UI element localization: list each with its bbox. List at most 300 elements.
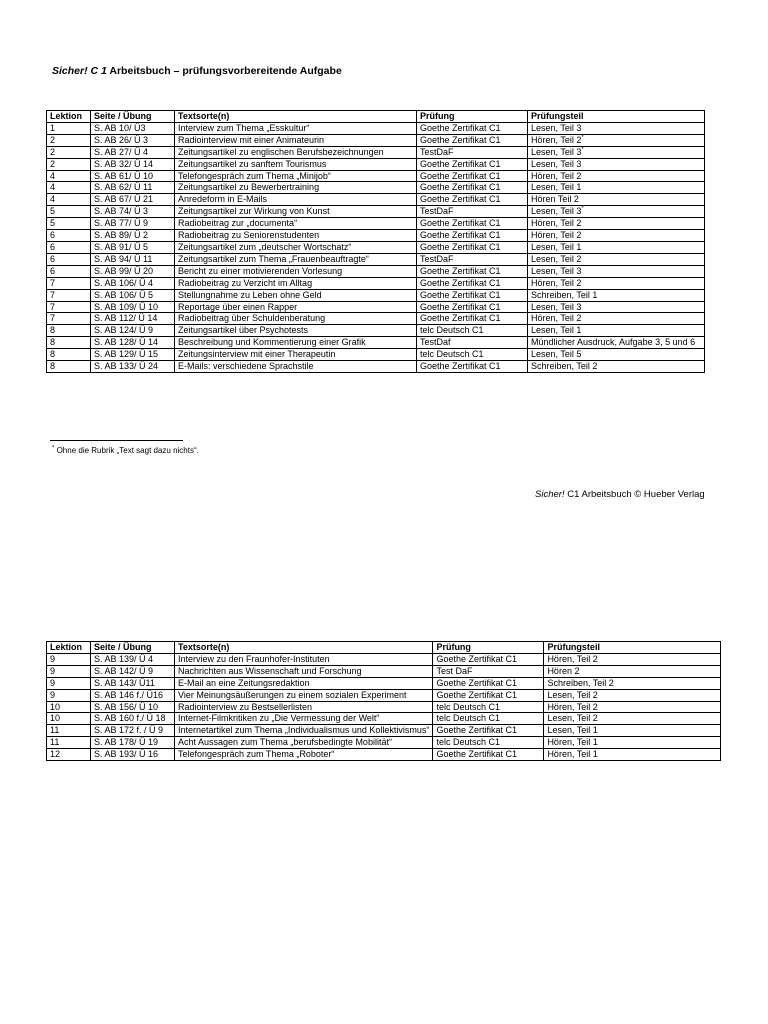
cell-seite-uebung: [91, 265, 175, 277]
cell-lektion-text: 7: [50, 277, 56, 288]
cell-lektion-text: 2: [50, 158, 56, 169]
cell-seite-uebung-text: S. AB 142/ Ü 9: [94, 665, 154, 676]
cell-pruefung: [417, 146, 528, 158]
credit-book-name: Sicher!: [535, 489, 565, 500]
cell-lektion: [47, 253, 91, 265]
cell-textsorte-text: Radiobeitrag zu Verzicht im Alltag: [178, 277, 313, 288]
cell-lektion-text: 10: [50, 713, 61, 724]
cell-pruefung: [433, 737, 544, 749]
cell-seite-uebung: [91, 206, 175, 218]
cell-textsorte: [175, 122, 417, 134]
cell-pruefung-text: Goethe Zertifikat C1: [420, 277, 501, 288]
cell-lektion-text: 4: [50, 182, 56, 193]
cell-textsorte: [175, 653, 433, 665]
cell-seite-uebung: [91, 665, 175, 677]
cell-textsorte-text: Interview zu den Fraunhofer-Instituten: [178, 653, 330, 664]
cell-lektion: [47, 146, 91, 158]
cell-lektion: [47, 737, 91, 749]
cell-textsorte: [175, 337, 417, 349]
cell-pruefung: [417, 361, 528, 373]
cell-pruefungsteil-text: Schreiben, Teil 2: [531, 361, 598, 372]
cell-textsorte-text: Stellungnahme zu Leben ohne Geld: [178, 289, 322, 300]
cell-seite-uebung: [91, 158, 175, 170]
cell-pruefung: [417, 158, 528, 170]
cell-seite-uebung-text: S. AB 94/ Ü 11: [94, 253, 153, 264]
cell-lektion-text: 8: [50, 361, 56, 372]
cell-seite-uebung: [91, 737, 175, 749]
header-textsorte: Textsorte(n): [175, 111, 417, 123]
cell-lektion: [47, 749, 91, 761]
cell-lektion-text: 8: [50, 337, 56, 348]
cell-seite-uebung-text: S. AB 128/ Ü 14: [94, 337, 159, 348]
cell-pruefung-text: Goethe Zertifikat C1: [436, 653, 517, 664]
cell-lektion: [47, 725, 91, 737]
cell-seite-uebung-text: S. AB 10/ Ü3: [94, 122, 146, 133]
cell-seite-uebung: [91, 241, 175, 253]
cell-pruefungsteil-text: Hören, Teil 2: [531, 277, 582, 288]
cell-pruefung-text: TestDaF: [420, 206, 454, 217]
cell-textsorte: [175, 158, 417, 170]
cell-lektion-text: 9: [50, 677, 56, 688]
cell-pruefung: [417, 277, 528, 289]
cell-textsorte: [175, 170, 417, 182]
cell-pruefung: [417, 218, 528, 230]
cell-pruefungsteil-text: Lesen, Teil 3: [531, 158, 582, 169]
cell-pruefung: [417, 253, 528, 265]
cell-seite-uebung-text: S. AB 146 f./ Ü16: [94, 689, 164, 700]
cell-textsorte-text: Zeitungsartikel zur Wirkung von Kunst: [178, 206, 330, 217]
cell-pruefungsteil: [544, 737, 721, 749]
cell-seite-uebung: [91, 725, 175, 737]
cell-textsorte-text: E-Mails: verschiedene Sprachstile: [178, 361, 314, 372]
cell-seite-uebung-text: S. AB 133/ Ü 24: [94, 361, 159, 372]
cell-lektion: [47, 170, 91, 182]
cell-pruefungsteil: [528, 361, 705, 373]
cell-lektion-text: 1: [50, 122, 56, 133]
cell-pruefungsteil-text: Hören, Teil 2: [531, 230, 582, 241]
cell-pruefungsteil: [528, 146, 705, 158]
table-row: [47, 749, 721, 761]
cell-pruefungsteil-text: Lesen, Teil 3: [531, 206, 582, 217]
table-row: [47, 725, 721, 737]
cell-seite-uebung: [91, 749, 175, 761]
cell-lektion: [47, 713, 91, 725]
cell-seite-uebung: [91, 146, 175, 158]
footnote-text: Ohne die Rubrik „Text sagt dazu nichts“.: [56, 446, 199, 455]
cell-seite-uebung: [91, 349, 175, 361]
cell-pruefungsteil: [528, 241, 705, 253]
cell-pruefungsteil: [528, 265, 705, 277]
table-row: [47, 194, 705, 206]
cell-textsorte-text: Radiobeitrag über Schuldenberatung: [178, 313, 326, 324]
cell-seite-uebung-text: S. AB 106/ Ü 5: [94, 289, 154, 300]
table-row: [47, 653, 721, 665]
header-textsorte: Textsorte(n): [175, 642, 433, 654]
cell-pruefungsteil-text: Lesen, Teil 3: [531, 146, 582, 157]
cell-seite-uebung-text: S. AB 106/ Ü 4: [94, 277, 154, 288]
cell-textsorte: [175, 701, 433, 713]
publisher-credit: [535, 489, 705, 500]
table-row: [47, 170, 705, 182]
cell-textsorte: [175, 265, 417, 277]
table-row: [47, 301, 705, 313]
cell-pruefungsteil: [528, 289, 705, 301]
cell-seite-uebung-text: S. AB 91/ Ü 5: [94, 241, 149, 252]
cell-pruefung: [417, 313, 528, 325]
cell-lektion-text: 7: [50, 289, 56, 300]
credit-text: C1 Arbeitsbuch © Hueber Verlag: [567, 489, 705, 500]
cell-pruefung-text: Goethe Zertifikat C1: [420, 361, 501, 372]
cell-textsorte: [175, 230, 417, 242]
cell-pruefung-text: Goethe Zertifikat C1: [420, 122, 501, 133]
cell-seite-uebung-text: S. AB 27/ Ü 4: [94, 146, 149, 157]
cell-seite-uebung: [91, 677, 175, 689]
cell-textsorte: [175, 301, 417, 313]
cell-textsorte-text: Radiointerview zu Bestsellerlisten: [178, 701, 313, 712]
cell-pruefung: [433, 653, 544, 665]
cell-textsorte: [175, 241, 417, 253]
cell-seite-uebung: [91, 325, 175, 337]
cell-seite-uebung-text: S. AB 109/ Ü 10: [94, 301, 159, 312]
cell-pruefungsteil: [528, 325, 705, 337]
table-row: [47, 241, 705, 253]
cell-lektion: [47, 194, 91, 206]
cell-pruefung-text: Goethe Zertifikat C1: [420, 158, 501, 169]
cell-pruefungsteil-text: Lesen, Teil 3: [531, 301, 582, 312]
cell-pruefungsteil-text: Lesen, Teil 1: [547, 725, 598, 736]
cell-pruefung-text: Goethe Zertifikat C1: [436, 689, 517, 700]
cell-pruefungsteil: [528, 349, 705, 361]
cell-seite-uebung: [91, 689, 175, 701]
cell-seite-uebung-text: S. AB 143/ Ü11: [94, 677, 155, 688]
cell-pruefung: [433, 749, 544, 761]
cell-textsorte: [175, 194, 417, 206]
cell-pruefungsteil: [544, 677, 721, 689]
table-row: [47, 689, 721, 701]
cell-lektion: [47, 265, 91, 277]
cell-textsorte: [175, 737, 433, 749]
cell-textsorte-text: Radiobeitrag zur „documenta“: [178, 218, 298, 229]
cell-pruefungsteil-text: Lesen, Teil 1: [531, 241, 582, 252]
cell-textsorte-text: Beschreibung und Kommentierung einer Grafik: [178, 337, 366, 348]
cell-seite-uebung: [91, 713, 175, 725]
footnote-mark: *: [52, 445, 55, 452]
table-row: [47, 349, 705, 361]
cell-seite-uebung-text: S. AB 74/ Ü 3: [94, 206, 149, 217]
cell-seite-uebung-text: S. AB 193/ Ü 16: [94, 749, 159, 760]
exam-task-table-2: [46, 641, 721, 761]
cell-pruefungsteil-text: Schreiben, Teil 2: [547, 677, 614, 688]
cell-pruefung-text: Test DaF: [436, 665, 473, 676]
cell-lektion: [47, 653, 91, 665]
cell-seite-uebung: [91, 194, 175, 206]
cell-lektion: [47, 665, 91, 677]
cell-textsorte-text: Zeitungsartikel zum „deutscher Wortschatz“: [178, 241, 352, 252]
cell-textsorte-text: Acht Aussagen zum Thema „berufsbedingte Mobilität“: [178, 737, 392, 748]
cell-lektion: [47, 277, 91, 289]
cell-lektion: [47, 158, 91, 170]
cell-pruefungsteil: [528, 313, 705, 325]
cell-lektion-text: 12: [50, 749, 61, 760]
cell-pruefungsteil-text: Hören, Teil 2: [531, 170, 582, 181]
title-book-name: Sicher! C 1: [52, 65, 107, 77]
cell-pruefung-text: Goethe Zertifikat C1: [436, 749, 517, 760]
cell-textsorte: [175, 206, 417, 218]
cell-pruefungsteil-text: Lesen, Teil 3: [531, 265, 582, 276]
footnote-mark: *: [581, 134, 584, 141]
cell-pruefung: [417, 289, 528, 301]
cell-seite-uebung: [91, 289, 175, 301]
cell-textsorte: [175, 134, 417, 146]
cell-pruefungsteil: [528, 122, 705, 134]
table-body: [47, 122, 705, 372]
cell-textsorte-text: Internet-Filmkritiken zu „Die Vermessung der Welt“: [178, 713, 380, 724]
cell-lektion: [47, 677, 91, 689]
cell-seite-uebung: [91, 218, 175, 230]
cell-lektion-text: 9: [50, 665, 56, 676]
table-row: [47, 277, 705, 289]
cell-pruefung-text: telc Deutsch C1: [420, 349, 484, 360]
cell-seite-uebung-text: S. AB 112/ Ü 14: [94, 313, 158, 324]
cell-lektion: [47, 230, 91, 242]
cell-pruefungsteil: [528, 158, 705, 170]
cell-seite-uebung-text: S. AB 178/ Ü 19: [94, 737, 159, 748]
table-row: [47, 146, 705, 158]
cell-pruefung-text: TestDaf: [420, 337, 451, 348]
cell-pruefung: [417, 337, 528, 349]
table-row: [47, 337, 705, 349]
cell-pruefungsteil-text: Lesen, Teil 2: [531, 253, 582, 264]
cell-seite-uebung-text: S. AB 139/ Ü 4: [94, 653, 154, 664]
cell-seite-uebung: [91, 230, 175, 242]
title-subtitle: Arbeitsbuch – prüfungsvorbereitende Aufgabe: [109, 65, 342, 77]
cell-pruefung: [417, 122, 528, 134]
table-row: [47, 289, 705, 301]
table-row: [47, 313, 705, 325]
cell-lektion-text: 6: [50, 265, 56, 276]
cell-lektion: [47, 241, 91, 253]
cell-seite-uebung-text: S. AB 89/ Ü 2: [94, 230, 149, 241]
cell-pruefung: [417, 134, 528, 146]
cell-textsorte: [175, 253, 417, 265]
cell-pruefung: [417, 325, 528, 337]
cell-pruefung-text: TestDaF: [420, 146, 454, 157]
cell-pruefungsteil: [528, 230, 705, 242]
cell-textsorte: [175, 677, 433, 689]
cell-pruefung: [417, 182, 528, 194]
cell-textsorte-text: Zeitungsartikel zu englischen Berufsbezeichnungen: [178, 146, 384, 157]
header-pruefung: Prüfung: [433, 642, 544, 654]
cell-lektion-text: 5: [50, 218, 56, 229]
cell-pruefungsteil: [528, 337, 705, 349]
cell-textsorte: [175, 713, 433, 725]
cell-textsorte: [175, 182, 417, 194]
cell-seite-uebung: [91, 134, 175, 146]
cell-seite-uebung: [91, 361, 175, 373]
cell-seite-uebung: [91, 337, 175, 349]
table-row: [47, 182, 705, 194]
table-row: [47, 230, 705, 242]
cell-pruefungsteil-text: Hören, Teil 2: [547, 653, 598, 664]
table-header-row: [47, 111, 705, 123]
cell-lektion-text: 4: [50, 170, 56, 181]
cell-seite-uebung: [91, 182, 175, 194]
cell-pruefung-text: Goethe Zertifikat C1: [420, 134, 501, 145]
cell-textsorte-text: Zeitungsartikel zum Thema „Frauenbeauftragte“: [178, 253, 369, 264]
cell-pruefungsteil: [544, 665, 721, 677]
cell-pruefung: [417, 230, 528, 242]
table-row: [47, 713, 721, 725]
cell-pruefung: [417, 241, 528, 253]
cell-pruefungsteil-text: Lesen, Teil 1: [531, 182, 582, 193]
cell-lektion: [47, 313, 91, 325]
cell-lektion-text: 6: [50, 241, 56, 252]
header-pruefungsteil: Prüfungsteil: [544, 642, 721, 654]
cell-seite-uebung-text: S. AB 124/ Ü 9: [94, 325, 154, 336]
cell-pruefung: [433, 725, 544, 737]
table-row: [47, 265, 705, 277]
cell-textsorte: [175, 218, 417, 230]
cell-pruefungsteil-text: Lesen, Teil 5: [531, 349, 582, 360]
cell-textsorte: [175, 289, 417, 301]
cell-pruefung-text: telc Deutsch C1: [420, 325, 484, 336]
cell-pruefung-text: telc Deutsch C1: [436, 737, 500, 748]
footnote-mark: *: [581, 146, 584, 153]
cell-textsorte: [175, 689, 433, 701]
cell-pruefungsteil-text: Hören, Teil 1: [547, 737, 598, 748]
cell-seite-uebung: [91, 277, 175, 289]
cell-pruefungsteil-text: Lesen, Teil 2: [547, 689, 598, 700]
cell-textsorte-text: Telefongespräch zum Thema „Roboter“: [178, 749, 335, 760]
cell-seite-uebung-text: S. AB 160 f./ Ü 18: [94, 713, 166, 724]
cell-pruefung-text: Goethe Zertifikat C1: [420, 241, 501, 252]
cell-pruefungsteil-text: Hören Teil 2: [531, 194, 579, 205]
table-row: [47, 122, 705, 134]
cell-textsorte: [175, 277, 417, 289]
cell-pruefungsteil-text: Hören, Teil 2: [531, 313, 582, 324]
cell-pruefungsteil-text: Schreiben, Teil 1: [531, 289, 598, 300]
cell-pruefungsteil-text: Lesen, Teil 1: [531, 325, 582, 336]
header-pruefungsteil: Prüfungsteil: [528, 111, 705, 123]
exam-task-table-1: [46, 110, 705, 373]
table-row: [47, 665, 721, 677]
table-row: [47, 701, 721, 713]
cell-pruefung-text: Goethe Zertifikat C1: [420, 170, 501, 181]
cell-textsorte: [175, 361, 417, 373]
table-row: [47, 206, 705, 218]
cell-pruefung: [433, 665, 544, 677]
cell-seite-uebung-text: S. AB 61/ Ü 10: [94, 170, 154, 181]
cell-lektion: [47, 122, 91, 134]
cell-lektion: [47, 134, 91, 146]
cell-pruefungsteil: [528, 182, 705, 194]
table-row: [47, 361, 705, 373]
cell-lektion-text: 7: [50, 301, 56, 312]
header-lektion: Lektion: [47, 111, 91, 123]
cell-pruefung-text: Goethe Zertifikat C1: [436, 725, 517, 736]
cell-textsorte-text: Reportage über einen Rapper: [178, 301, 298, 312]
cell-pruefungsteil-text: Lesen, Teil 3: [531, 122, 582, 133]
cell-pruefung: [417, 170, 528, 182]
cell-pruefung: [417, 194, 528, 206]
cell-seite-uebung-text: S. AB 62/ Ü 11: [94, 182, 153, 193]
cell-pruefung-text: Goethe Zertifikat C1: [420, 313, 501, 324]
cell-seite-uebung: [91, 313, 175, 325]
cell-pruefung: [433, 689, 544, 701]
cell-textsorte-text: Interview zum Thema „Esskultur“: [178, 122, 310, 133]
cell-textsorte: [175, 349, 417, 361]
cell-lektion-text: 11: [50, 725, 60, 736]
cell-textsorte-text: Internetartikel zum Thema „Individualismus und Kollektivismus“: [178, 725, 430, 736]
cell-seite-uebung-text: S. AB 77/ Ü 9: [94, 218, 149, 229]
cell-lektion: [47, 182, 91, 194]
cell-pruefung: [433, 701, 544, 713]
cell-textsorte: [175, 313, 417, 325]
cell-pruefungsteil: [528, 194, 705, 206]
cell-seite-uebung-text: S. AB 67/ Ü 21: [94, 194, 154, 205]
cell-textsorte-text: Zeitungsartikel zu sanftem Tourismus: [178, 158, 327, 169]
cell-pruefungsteil: [528, 218, 705, 230]
cell-seite-uebung: [91, 170, 175, 182]
cell-pruefungsteil-text: Hören, Teil 2: [531, 134, 582, 145]
cell-lektion-text: 2: [50, 146, 56, 157]
cell-lektion-text: 10: [50, 701, 61, 712]
cell-pruefungsteil: [544, 749, 721, 761]
cell-pruefung-text: Goethe Zertifikat C1: [420, 194, 501, 205]
cell-seite-uebung-text: S. AB 156/ Ü 10: [94, 701, 159, 712]
cell-pruefungsteil: [528, 253, 705, 265]
cell-textsorte-text: Bericht zu einer motivierenden Vorlesung: [178, 265, 343, 276]
cell-seite-uebung: [91, 253, 175, 265]
cell-textsorte: [175, 725, 433, 737]
cell-pruefung: [417, 265, 528, 277]
cell-pruefungsteil-text: Hören 2: [547, 665, 580, 676]
table-row: [47, 158, 705, 170]
header-seite-uebung: Seite / Übung: [91, 111, 175, 123]
table-row: [47, 677, 721, 689]
cell-textsorte-text: Radiointerview mit einer Animateurin: [178, 134, 325, 145]
cell-textsorte-text: Telefongespräch zum Thema „Minijob“: [178, 170, 331, 181]
footnote: [52, 446, 199, 455]
table-header-row: [47, 642, 721, 654]
cell-textsorte-text: Nachrichten aus Wissenschaft und Forschung: [178, 665, 362, 676]
footnote-mark: *: [581, 206, 584, 213]
cell-textsorte: [175, 325, 417, 337]
cell-textsorte-text: Vier Meinungsäußerungen zu einem sozialen Experiment: [178, 689, 407, 700]
cell-pruefung-text: telc Deutsch C1: [436, 713, 500, 724]
cell-pruefungsteil: [528, 301, 705, 313]
cell-lektion-text: 7: [50, 313, 56, 324]
header-pruefung: Prüfung: [417, 111, 528, 123]
cell-pruefungsteil-text: Hören, Teil 2: [547, 701, 598, 712]
cell-pruefung: [433, 713, 544, 725]
cell-pruefung: [417, 349, 528, 361]
cell-lektion: [47, 301, 91, 313]
cell-pruefung-text: Goethe Zertifikat C1: [436, 677, 517, 688]
cell-lektion: [47, 689, 91, 701]
page-title: [52, 65, 342, 77]
table-row: [47, 218, 705, 230]
cell-pruefung: [417, 301, 528, 313]
cell-textsorte-text: E-Mail an eine Zeitungsredaktion: [178, 677, 310, 688]
cell-pruefung-text: Goethe Zertifikat C1: [420, 265, 501, 276]
cell-textsorte: [175, 749, 433, 761]
cell-pruefungsteil: [528, 277, 705, 289]
cell-lektion: [47, 337, 91, 349]
cell-pruefung-text: Goethe Zertifikat C1: [420, 301, 501, 312]
table-body: [47, 653, 721, 760]
cell-lektion-text: 4: [50, 194, 56, 205]
